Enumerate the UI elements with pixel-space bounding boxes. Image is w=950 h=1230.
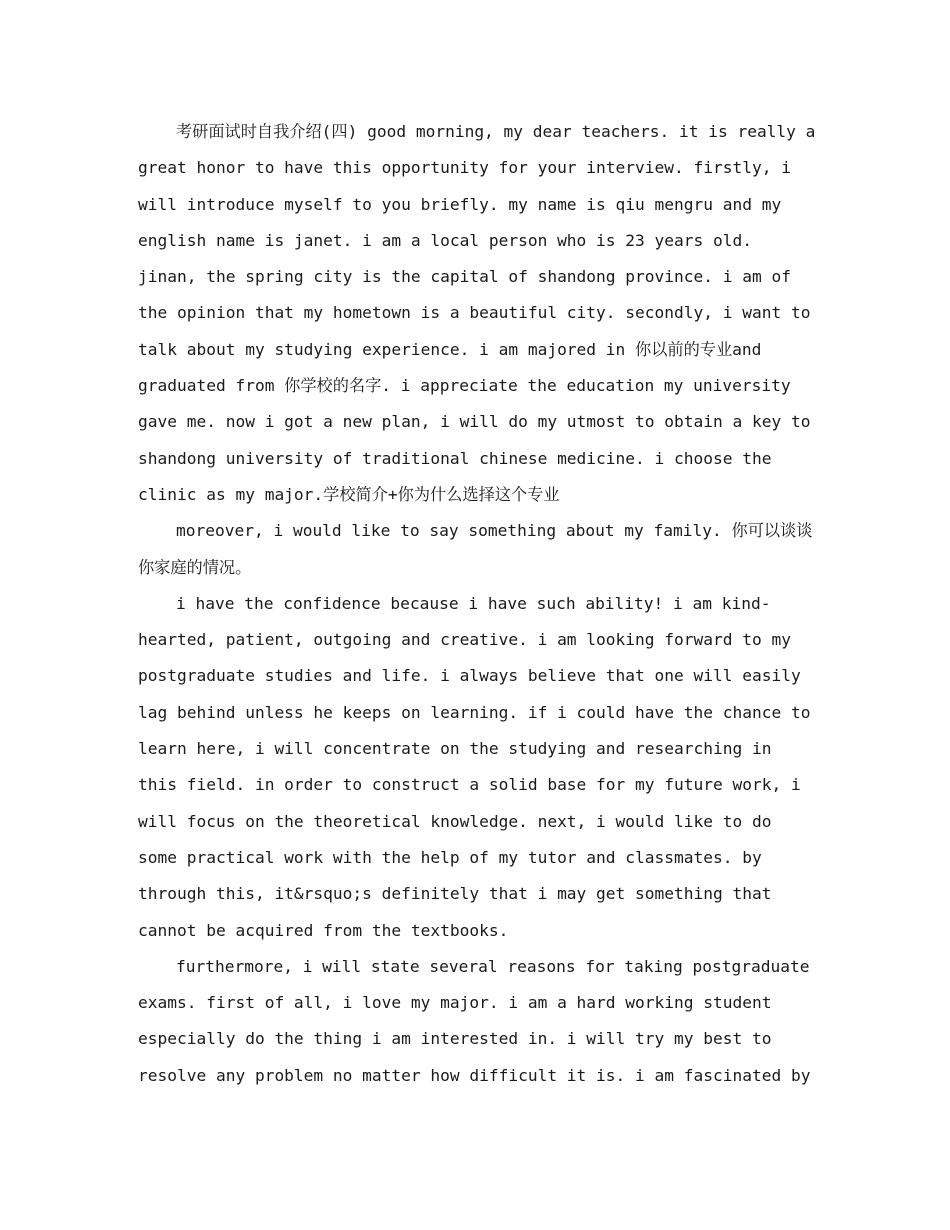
paragraph-intro: 考研面试时自我介绍(四) good morning, my dear teachers. it is really a great honor to have this opportunity for your interview. firstly, i will introduce myself to you briefly. my name is qiu mengru and my english name is janet. i am a local person who is 23 years old. jinan, the spring city is the capital of shandong province. i am of the opinion that my hometown is a beautiful city. secondly, i want to talk about my studying experience. i am majored in 你以前的专业and graduated from 你学校的名字. i appreciate the education my university gave me. now i got a new plan, i will do my utmost to obtain a key to shandong university of traditional chinese medicine. i choose the clinic as my major.学校简介+你为什么选择这个专业 bbox=[138, 122, 816, 504]
paragraph-family: moreover, i would like to say something about my family. 你可以谈谈你家庭的情况。 bbox=[138, 521, 813, 577]
paragraph-confidence: i have the confidence because i have such ability! i am kind-hearted, patient, outgoing and creative. i am looking forward to my postgraduate studies and life. i always believe that one will easily lag behind unless he keeps on learning. if i could have the chance to learn here, i will concentrate on the studying and researching in this field. in order to construct a solid base for my future work, i will focus on the theoretical knowledge. next, i would like to do some practical work with the help of my tutor and classmates. by through this, it&rsquo;s definitely that i may get something that cannot be acquired from the textbooks. bbox=[138, 593, 811, 940]
paragraph-reasons: furthermore, i will state several reasons for taking postgraduate exams. first of all, i love my major. i am a hard working student especially do the thing i am interested in. i will try my best to resolve any problem no matter how difficult it is. i am fascinated by bbox=[138, 956, 811, 1085]
document-body bbox=[138, 114, 818, 1094]
